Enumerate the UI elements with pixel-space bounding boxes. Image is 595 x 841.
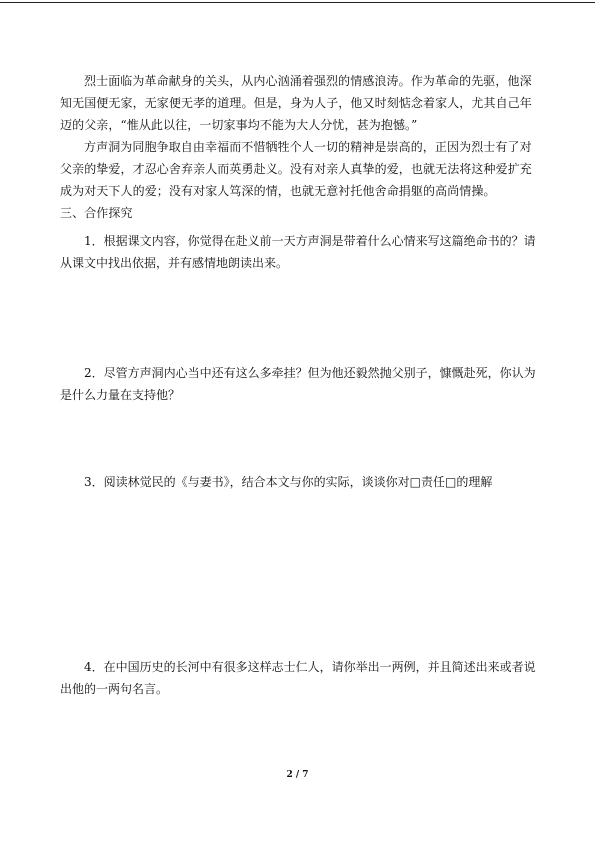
question-1: 1．根据课文内容，你觉得在赴义前一天方声洞是带着什么心情来写这篇绝命书的？请从课文中找出依据，并有感情地朗读出来。 — [60, 234, 536, 270]
question-4: 4．在中国历史的长河中有很多这样志士仁人，请你举出一两例，并且简述出来或者说出他的一两句名言。 — [60, 660, 536, 696]
document-body — [60, 70, 540, 224]
question-3: 3．阅读林觉民的《与妻书》，结合本文与你的实际，谈谈你对□责任□的理解 — [84, 475, 493, 489]
paragraph-1: 烈士面临为革命献身的关头，从内心汹涌着强烈的情感浪涛。作为革命的先驱，他深知无国便无家，无家便无孝的道理。但是，身为人子，他又时刻惦念着家人，尤其自己年迈的父亲，“惟从此以往，一切家事均不能为大人分忧，甚为抱憾。” — [60, 74, 532, 132]
page-number: 2 / 7 — [286, 770, 309, 780]
paragraph-2: 方声洞为同胞争取自由幸福而不惜牺牲个人一切的精神是崇高的，正因为烈士有了对父亲的挚爱，才忍心舍弃亲人而英勇赴义。没有对亲人真挚的爱，也就无法将这种爱扩充成为对天下人的爱；没有对家人笃深的情，也就无意衬托他舍命捐躯的高尚情操。 — [60, 140, 532, 198]
question-2: 2．尽管方声洞内心当中还有这么多牵挂？但为他还毅然抛父别子，慷慨赴死，你认为是什么力量在支持他？ — [60, 366, 536, 402]
header-rule — [0, 2, 595, 3]
section-heading: 三、合作探究 — [60, 206, 133, 220]
